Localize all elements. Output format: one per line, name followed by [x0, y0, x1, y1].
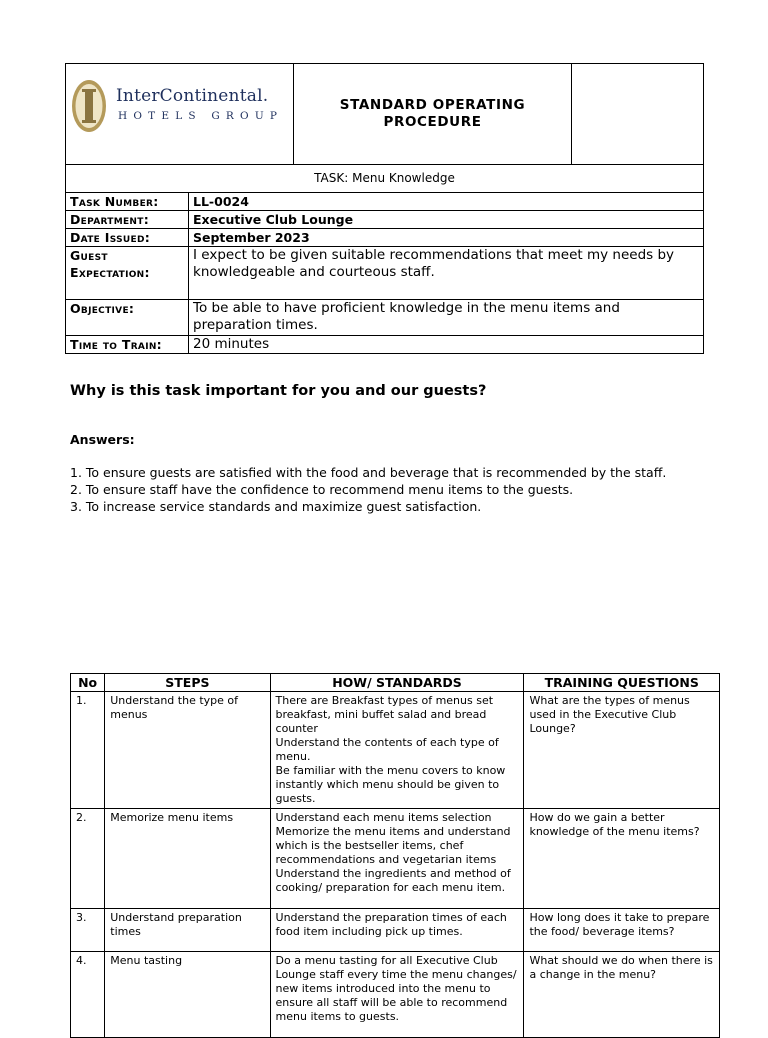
answers-list	[70, 464, 666, 515]
objective-label: Objective:	[66, 300, 189, 336]
row-question: How do we gain a better knowledge of the menu items?	[524, 809, 720, 909]
row-question: How long does it take to prepare the food/ beverage items?	[524, 909, 720, 952]
row-no: 1.	[71, 692, 105, 809]
row-step: Menu tasting	[105, 952, 270, 1038]
document-title	[294, 64, 572, 164]
department-row	[66, 211, 704, 229]
steps-header-row	[71, 674, 720, 692]
task-info-table	[65, 192, 704, 354]
row-how	[270, 952, 524, 1038]
how-line: Understand each menu items selection	[275, 811, 492, 824]
row-question: What should we do when there is a change in the menu?	[524, 952, 720, 1038]
how-line: Be familiar with the menu covers to know instantly which menu should be given to guests.	[275, 764, 506, 805]
table-row	[71, 692, 720, 809]
row-how	[270, 692, 524, 809]
header-how-standards: HOW/ STANDARDS	[270, 674, 524, 692]
department-value: Executive Club Lounge	[189, 211, 704, 229]
row-how	[270, 809, 524, 909]
how-line: Understand the contents of each type of menu.	[275, 736, 499, 763]
objective-value: To be able to have proficient knowledge in the menu items and preparation times.	[189, 300, 704, 336]
how-line: There are Breakfast types of menus set breakfast, mini buffet salad and bread counter	[275, 694, 494, 735]
title-line-1: STANDARD OPERATING	[339, 97, 526, 113]
row-no: 2.	[71, 809, 105, 909]
task-name: TASK: Menu Knowledge	[65, 164, 704, 193]
date-row	[66, 229, 704, 247]
task-number-row	[66, 193, 704, 211]
table-row	[71, 909, 720, 952]
logo-subtitle: HOTELS GROUP	[118, 110, 284, 122]
department-label: Department:	[66, 211, 189, 229]
row-question: What are the types of menus used in the Executive Club Lounge?	[524, 692, 720, 809]
answers-label: Answers:	[70, 432, 135, 447]
guest-expectation-row	[66, 247, 704, 300]
guest-label-line-1: Guest	[70, 248, 108, 263]
answer-item: 2. To ensure staff have the confidence to recommend menu items to the guests.	[70, 482, 574, 497]
row-step: Understand preparation times	[105, 909, 270, 952]
how-line: Understand the ingredients and method of cooking/ preparation for each menu item.	[275, 867, 511, 894]
row-how	[270, 909, 524, 952]
time-row	[66, 336, 704, 354]
guest-label-line-2: Expectation:	[70, 265, 150, 280]
guest-expectation-value: I expect to be given suitable recommendations that meet my needs by knowledgeable and courteous staff.	[189, 247, 704, 300]
task-number-value: LL-0024	[189, 193, 704, 211]
header-training-questions: TRAINING QUESTIONS	[524, 674, 720, 692]
how-line: Do a menu tasting for all Executive Club Lounge staff every time the menu changes/ new items introduced into the menu to ensure all staff will be able to recommend menu items to guests.	[275, 954, 517, 1023]
row-step: Memorize menu items	[105, 809, 270, 909]
row-no: 4.	[71, 952, 105, 1038]
date-value: September 2023	[189, 229, 704, 247]
importance-question: Why is this task important for you and our guests?	[70, 383, 487, 399]
table-row	[71, 809, 720, 909]
logo-name: InterContinental.	[116, 86, 269, 106]
answer-item: 3. To increase service standards and maximize guest satisfaction.	[70, 499, 482, 514]
objective-row	[66, 300, 704, 336]
guest-expectation-label	[66, 247, 189, 300]
table-row	[71, 952, 720, 1038]
how-line: Memorize the menu items and understand which is the bestseller items, chef recommendations and vegetarian items	[275, 825, 511, 866]
time-value: 20 minutes	[189, 336, 704, 354]
sop-header	[65, 63, 704, 165]
steps-table	[70, 673, 720, 1038]
date-label: Date Issued:	[66, 229, 189, 247]
header-no: No	[71, 674, 105, 692]
company-logo	[66, 64, 294, 164]
ihg-emblem-icon	[70, 78, 108, 134]
answer-item: 1. To ensure guests are satisfied with the food and beverage that is recommended by the staff.	[70, 465, 667, 480]
how-line: Understand the preparation times of each food item including pick up times.	[275, 911, 507, 938]
row-no: 3.	[71, 909, 105, 952]
task-number-label: Task Number:	[66, 193, 189, 211]
row-step: Understand the type of menus	[105, 692, 270, 809]
time-label: Time to Train:	[66, 336, 189, 354]
title-line-2: PROCEDURE	[383, 114, 482, 130]
header-steps: STEPS	[105, 674, 270, 692]
